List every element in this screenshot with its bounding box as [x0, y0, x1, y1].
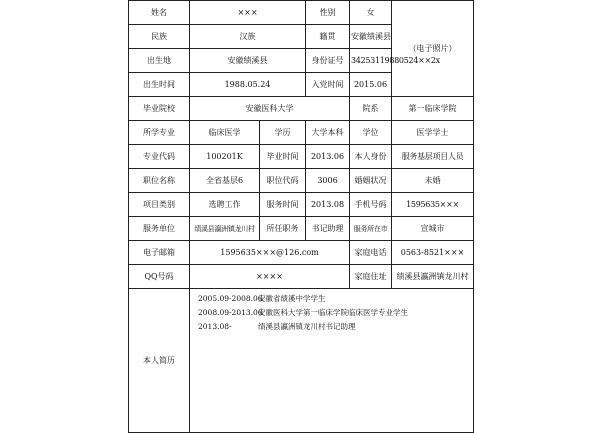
- position-name-label: 职位名称: [129, 169, 190, 193]
- qq-label: QQ号码: [129, 265, 190, 289]
- position-name-value: 全省基层6: [190, 169, 260, 193]
- home-address-label: 家庭住址: [350, 265, 392, 289]
- school-label: 毕业院校: [129, 97, 190, 121]
- mobile-label: 手机号码: [350, 193, 392, 217]
- table-row: [129, 217, 474, 241]
- major-code-value: 100201K: [190, 145, 260, 169]
- resume-entry-text: 绩溪县瀛洲镇龙川村书记助理: [258, 322, 356, 331]
- school-value: 安徽医科大学: [190, 97, 350, 121]
- education-value: 大学本科: [306, 121, 350, 145]
- education-label: 学历: [260, 121, 306, 145]
- table-row: [129, 145, 474, 169]
- service-date-value: 2013.08: [306, 193, 350, 217]
- id-number-label: 身份证号: [306, 49, 350, 73]
- resume-entry-date: 2008.09-2013.06: [198, 308, 263, 317]
- department-value: 第一临床学院: [392, 97, 474, 121]
- position-code-value: 3006: [306, 169, 350, 193]
- resume-entry: [198, 320, 473, 334]
- graduation-date-label: 毕业时间: [260, 145, 306, 169]
- resume-entry-date: 2005.09-2008.06: [198, 294, 263, 303]
- identity-value: 服务基层项目人员: [392, 145, 474, 169]
- position-code-label: 职位代码: [260, 169, 306, 193]
- table-row: [129, 1, 474, 25]
- post-value: 书记助理: [306, 217, 350, 241]
- native-place-value: 安徽绩溪县: [350, 25, 392, 49]
- party-join-date-label: 入党时间: [306, 73, 350, 97]
- post-label: 所任职务: [260, 217, 306, 241]
- ethnicity-label: 民族: [129, 25, 190, 49]
- table-row: [129, 121, 474, 145]
- table-row: [129, 169, 474, 193]
- project-type-label: 项目类别: [129, 193, 190, 217]
- home-phone-label: 家庭电话: [350, 241, 392, 265]
- gender-value: 女: [350, 1, 392, 25]
- major-code-label: 专业代码: [129, 145, 190, 169]
- resume-table: [128, 0, 474, 433]
- table-row: [129, 265, 474, 289]
- birthplace-label: 出生地: [129, 49, 190, 73]
- graduation-date-value: 2013.06: [306, 145, 350, 169]
- major-label: 所学专业: [129, 121, 190, 145]
- mobile-value: 1595635×××: [392, 193, 474, 217]
- department-label: 院系: [350, 97, 392, 121]
- service-unit-label: 服务单位: [129, 217, 190, 241]
- table-row: [129, 193, 474, 217]
- table-row: [129, 289, 474, 433]
- ethnicity-value: 汉族: [190, 25, 306, 49]
- project-type-value: 选聘工作: [190, 193, 260, 217]
- birth-date-label: 出生时间: [129, 73, 190, 97]
- resume-label: 本人简历: [129, 289, 190, 433]
- major-value: 临床医学: [190, 121, 260, 145]
- email-label: 电子邮箱: [129, 241, 190, 265]
- identity-label: 本人身份: [350, 145, 392, 169]
- service-date-label: 服务时间: [260, 193, 306, 217]
- home-phone-value: 0563-8521×××: [392, 241, 474, 265]
- table-row: [129, 241, 474, 265]
- application-form: [128, 0, 473, 400]
- resume-entry-text: 安徽省绩溪中学学生: [258, 294, 326, 303]
- degree-label: 学位: [350, 121, 392, 145]
- service-city-value: 宣城市: [392, 217, 474, 241]
- qq-value: ××××: [190, 265, 350, 289]
- birthplace-value: 安徽绩溪县: [190, 49, 306, 73]
- resume-entry-date: 2013.08-: [198, 322, 232, 331]
- table-row: [129, 97, 474, 121]
- birth-date-value: 1988.05.24: [190, 73, 306, 97]
- resume-entry: [198, 292, 473, 306]
- gender-label: 性别: [306, 1, 350, 25]
- id-number-value: 34253119880524××2x: [350, 49, 392, 73]
- service-city-label: 服务所在市: [350, 217, 392, 241]
- service-unit-value: 绩溪县瀛洲镇龙川村: [190, 217, 260, 241]
- marital-status-value: 未婚: [392, 169, 474, 193]
- resume-content: [190, 289, 474, 433]
- photo-placeholder: （电子照片）: [392, 1, 474, 97]
- party-join-date-value: 2015.06: [350, 73, 392, 97]
- name-label: 姓名: [129, 1, 190, 25]
- resume-entry: [198, 306, 473, 320]
- home-address-value: 绩溪县瀛洲镇龙川村: [392, 265, 474, 289]
- resume-entry-text: 安徽医科大学第一临床学院临床医学专业学生: [258, 308, 408, 317]
- name-value: ×××: [190, 1, 306, 25]
- native-place-label: 籍贯: [306, 25, 350, 49]
- degree-value: 医学学士: [392, 121, 474, 145]
- email-value: 1595635×××@126.com: [190, 241, 350, 265]
- marital-status-label: 婚姻状况: [350, 169, 392, 193]
